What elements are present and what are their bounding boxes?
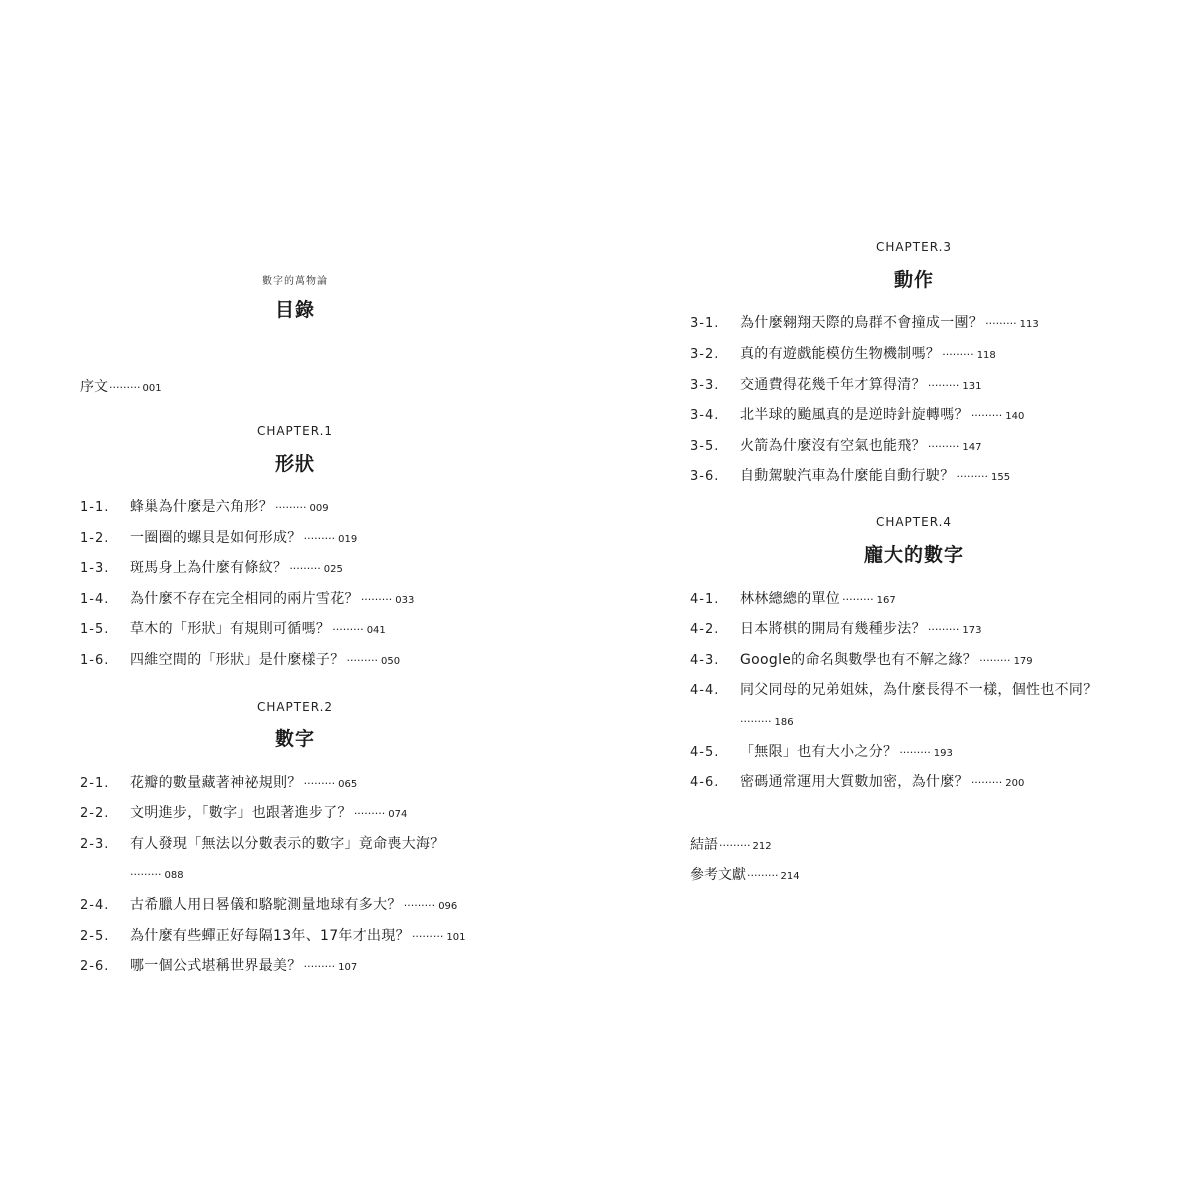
entry-title: 為什麼不存在完全相同的兩片雪花？ xyxy=(130,591,359,607)
entry-title: 古希臘人用日晷儀和駱駝測量地球有多大？ xyxy=(130,897,402,913)
preface-label: 序文 xyxy=(80,379,108,395)
page-number: 107 xyxy=(338,962,358,973)
chapter-1-title: 形狀 xyxy=(274,453,315,475)
page-number: 167 xyxy=(876,595,896,606)
toc-entry[interactable] xyxy=(80,895,457,915)
leader-dots: ········· xyxy=(346,654,378,667)
entry-title: 為什麼翱翔天際的鳥群不會撞成一團？ xyxy=(740,315,984,331)
entry-number: 1-3. xyxy=(80,561,110,576)
toc-title: 目錄 xyxy=(274,299,315,321)
leader-dots: ········· xyxy=(985,317,1017,330)
toc-entry[interactable] xyxy=(80,926,466,946)
chapter-2-title: 數字 xyxy=(274,728,315,750)
epilogue-label: 結語 xyxy=(690,837,718,853)
page-number: 065 xyxy=(338,779,358,790)
entry-number: 1-1. xyxy=(80,500,110,515)
entry-title: 文明進步，「數字」也跟著進步了？ xyxy=(130,805,352,821)
leader-dots: ········· xyxy=(353,807,386,820)
entry-number: 4-1. xyxy=(690,592,720,607)
chapter-1-label: CHAPTER.1 xyxy=(256,424,334,438)
entry-number: 3-2. xyxy=(690,347,720,362)
entry-number: 3-6. xyxy=(690,469,720,484)
page-number: 131 xyxy=(962,381,982,392)
leader-dots: ········· xyxy=(747,869,779,882)
entry-title: 蜂巢為什麼是六角形？ xyxy=(130,499,273,515)
page-number: 113 xyxy=(1019,319,1039,330)
page-number: 212 xyxy=(752,841,772,852)
toc-entry[interactable] xyxy=(690,313,1039,333)
entry-number: 4-5. xyxy=(690,745,720,760)
leader-dots: ········· xyxy=(970,409,1003,422)
page-number: 214 xyxy=(780,871,800,882)
entry-number: 3-3. xyxy=(690,378,720,393)
entry-title: 自動駕駛汽車為什麼能自動行駛？ xyxy=(740,468,955,484)
page-number: 019 xyxy=(338,534,358,545)
leader-dots: ········· xyxy=(942,348,974,361)
toc-entry[interactable] xyxy=(80,956,357,976)
leader-dots: ········· xyxy=(719,839,751,852)
entry-number: 3-5. xyxy=(690,439,720,454)
toc-entry[interactable] xyxy=(690,589,896,609)
chapter-2-label: CHAPTER.2 xyxy=(256,700,334,714)
toc-entry[interactable] xyxy=(80,803,407,823)
entry-number: 2-2. xyxy=(80,806,110,821)
entry-number: 3-4. xyxy=(690,408,720,423)
entry-title: Google的命名與數學也有不解之緣？ xyxy=(740,652,978,668)
toc-entry[interactable] xyxy=(690,375,981,395)
entry-number: 1-4. xyxy=(80,592,110,607)
toc-entry[interactable] xyxy=(80,773,357,793)
entry-title: 林林總總的單位 xyxy=(740,591,841,607)
leader-dots: ········· xyxy=(130,868,162,881)
page-number: 118 xyxy=(976,350,996,361)
page-number: 173 xyxy=(962,625,982,636)
toc-entry[interactable] xyxy=(690,405,1024,425)
toc-entry[interactable] xyxy=(690,650,1033,670)
references-entry[interactable] xyxy=(690,864,800,884)
leader-dots: ········· xyxy=(403,899,436,912)
page-number: 200 xyxy=(1005,778,1025,789)
chapter-3-label: CHAPTER.3 xyxy=(875,240,953,254)
entry-title: 火箭為什麼沒有空氣也能飛？ xyxy=(740,438,926,454)
book-title: 數字的萬物論 xyxy=(262,276,328,287)
page-number: 101 xyxy=(446,932,466,943)
entry-title: 交通費得花幾千年才算得清？ xyxy=(740,377,926,393)
entry-title: 真的有遊戲能模仿生物機制嗎？ xyxy=(740,346,941,362)
leader-dots: ········· xyxy=(927,623,960,636)
entry-number: 4-2. xyxy=(690,622,720,637)
entry-number: 4-4. xyxy=(690,683,720,698)
leader-dots: ········· xyxy=(899,746,931,759)
page-number: 147 xyxy=(962,442,982,453)
page-number: 179 xyxy=(1013,656,1033,667)
toc-entry[interactable] xyxy=(80,650,400,670)
toc-entry[interactable] xyxy=(690,772,1024,792)
entry-number: 2-3. xyxy=(80,837,110,852)
leader-dots: ········· xyxy=(360,593,393,606)
toc-entry[interactable] xyxy=(80,528,357,548)
entry-title: 草木的「形狀」有規則可循嗎？ xyxy=(130,621,331,637)
chapter-4-title: 龐大的數字 xyxy=(863,544,964,566)
entry-number: 1-5. xyxy=(80,622,110,637)
entry-title: 密碼通常運用大質數加密，為什麼？ xyxy=(740,774,969,790)
page-number: 088 xyxy=(164,870,184,881)
leader-dots: ········· xyxy=(303,777,336,790)
chapter-4-label: CHAPTER.4 xyxy=(875,515,953,529)
toc-entry[interactable] xyxy=(690,344,996,364)
toc-entry[interactable] xyxy=(80,589,414,609)
entry-number: 2-4. xyxy=(80,898,110,913)
leader-dots: ········· xyxy=(927,440,960,453)
leader-dots: ········· xyxy=(289,562,321,575)
entry-title: 「無限」也有大小之分？ xyxy=(740,744,898,760)
page-number: 001 xyxy=(142,383,162,394)
entry-title: 為什麼有些蟬正好每隔13年、17年才出現？ xyxy=(130,928,410,944)
toc-entry[interactable] xyxy=(690,680,1098,700)
leader-dots: ········· xyxy=(970,776,1003,789)
page-number: 025 xyxy=(323,564,343,575)
leader-dots: ········· xyxy=(927,379,960,392)
toc-entry[interactable] xyxy=(690,742,953,762)
leader-dots: ········· xyxy=(303,960,336,973)
page-number: 096 xyxy=(438,901,458,912)
entry-title: 斑馬身上為什麼有條紋？ xyxy=(130,560,288,576)
entry-number: 4-6. xyxy=(690,775,720,790)
entry-number: 2-1. xyxy=(80,776,110,791)
toc-entry-continuation[interactable] xyxy=(690,711,794,731)
toc-entry[interactable] xyxy=(690,466,1010,486)
preface-entry[interactable] xyxy=(80,376,162,396)
epilogue-entry[interactable] xyxy=(690,834,772,854)
leader-dots: ········· xyxy=(956,470,988,483)
entry-title: 花瓣的數量藏著神祕規則？ xyxy=(130,775,302,791)
entry-number: 3-1. xyxy=(690,316,720,331)
page-number: 041 xyxy=(366,625,386,636)
page-number: 009 xyxy=(309,503,329,514)
entry-number: 2-6. xyxy=(80,959,110,974)
leader-dots: ········· xyxy=(411,930,444,943)
entry-title: 一圈圈的螺貝是如何形成？ xyxy=(130,530,302,546)
entry-title: 北半球的颱風真的是逆時針旋轉嗎？ xyxy=(740,407,969,423)
leader-dots: ········· xyxy=(740,715,772,728)
toc-entry[interactable] xyxy=(80,497,329,517)
toc-entry[interactable] xyxy=(690,619,981,639)
entry-number: 1-2. xyxy=(80,531,110,546)
toc-entry[interactable] xyxy=(80,834,445,854)
entry-title: 哪一個公式堪稱世界最美？ xyxy=(130,958,302,974)
chapter-3-title: 動作 xyxy=(893,269,934,291)
entry-number: 1-6. xyxy=(80,653,110,668)
entry-title: 有人發現「無法以分數表示的數字」竟命喪大海？ xyxy=(130,836,445,852)
toc-entry-continuation[interactable] xyxy=(80,864,184,884)
entry-title: 四維空間的「形狀」是什麼樣子？ xyxy=(130,652,345,668)
leader-dots: ········· xyxy=(842,593,874,606)
entry-title: 日本將棋的開局有幾種步法？ xyxy=(740,621,926,637)
leader-dots: ········· xyxy=(275,501,307,514)
entry-number: 2-5. xyxy=(80,929,110,944)
leader-dots: ········· xyxy=(332,623,364,636)
leader-dots: ········· xyxy=(979,654,1011,667)
page-number: 155 xyxy=(990,472,1011,483)
leader-dots: ········· xyxy=(303,532,336,545)
page-number: 140 xyxy=(1005,411,1025,422)
entry-title: 同父同母的兄弟姐妹，為什麼長得不一樣，個性也不同？ xyxy=(740,682,1098,698)
toc-entry[interactable] xyxy=(80,558,343,578)
entry-number: 4-3. xyxy=(690,653,720,668)
page-number: 186 xyxy=(774,717,794,728)
references-label: 參考文獻 xyxy=(690,867,746,883)
toc-entry[interactable] xyxy=(80,619,386,639)
page-number: 074 xyxy=(388,809,408,820)
page-number: 033 xyxy=(395,595,415,606)
page-number: 050 xyxy=(380,656,401,667)
toc-entry[interactable] xyxy=(690,436,981,456)
page-number: 193 xyxy=(933,748,953,759)
leader-dots: ········· xyxy=(109,381,141,394)
